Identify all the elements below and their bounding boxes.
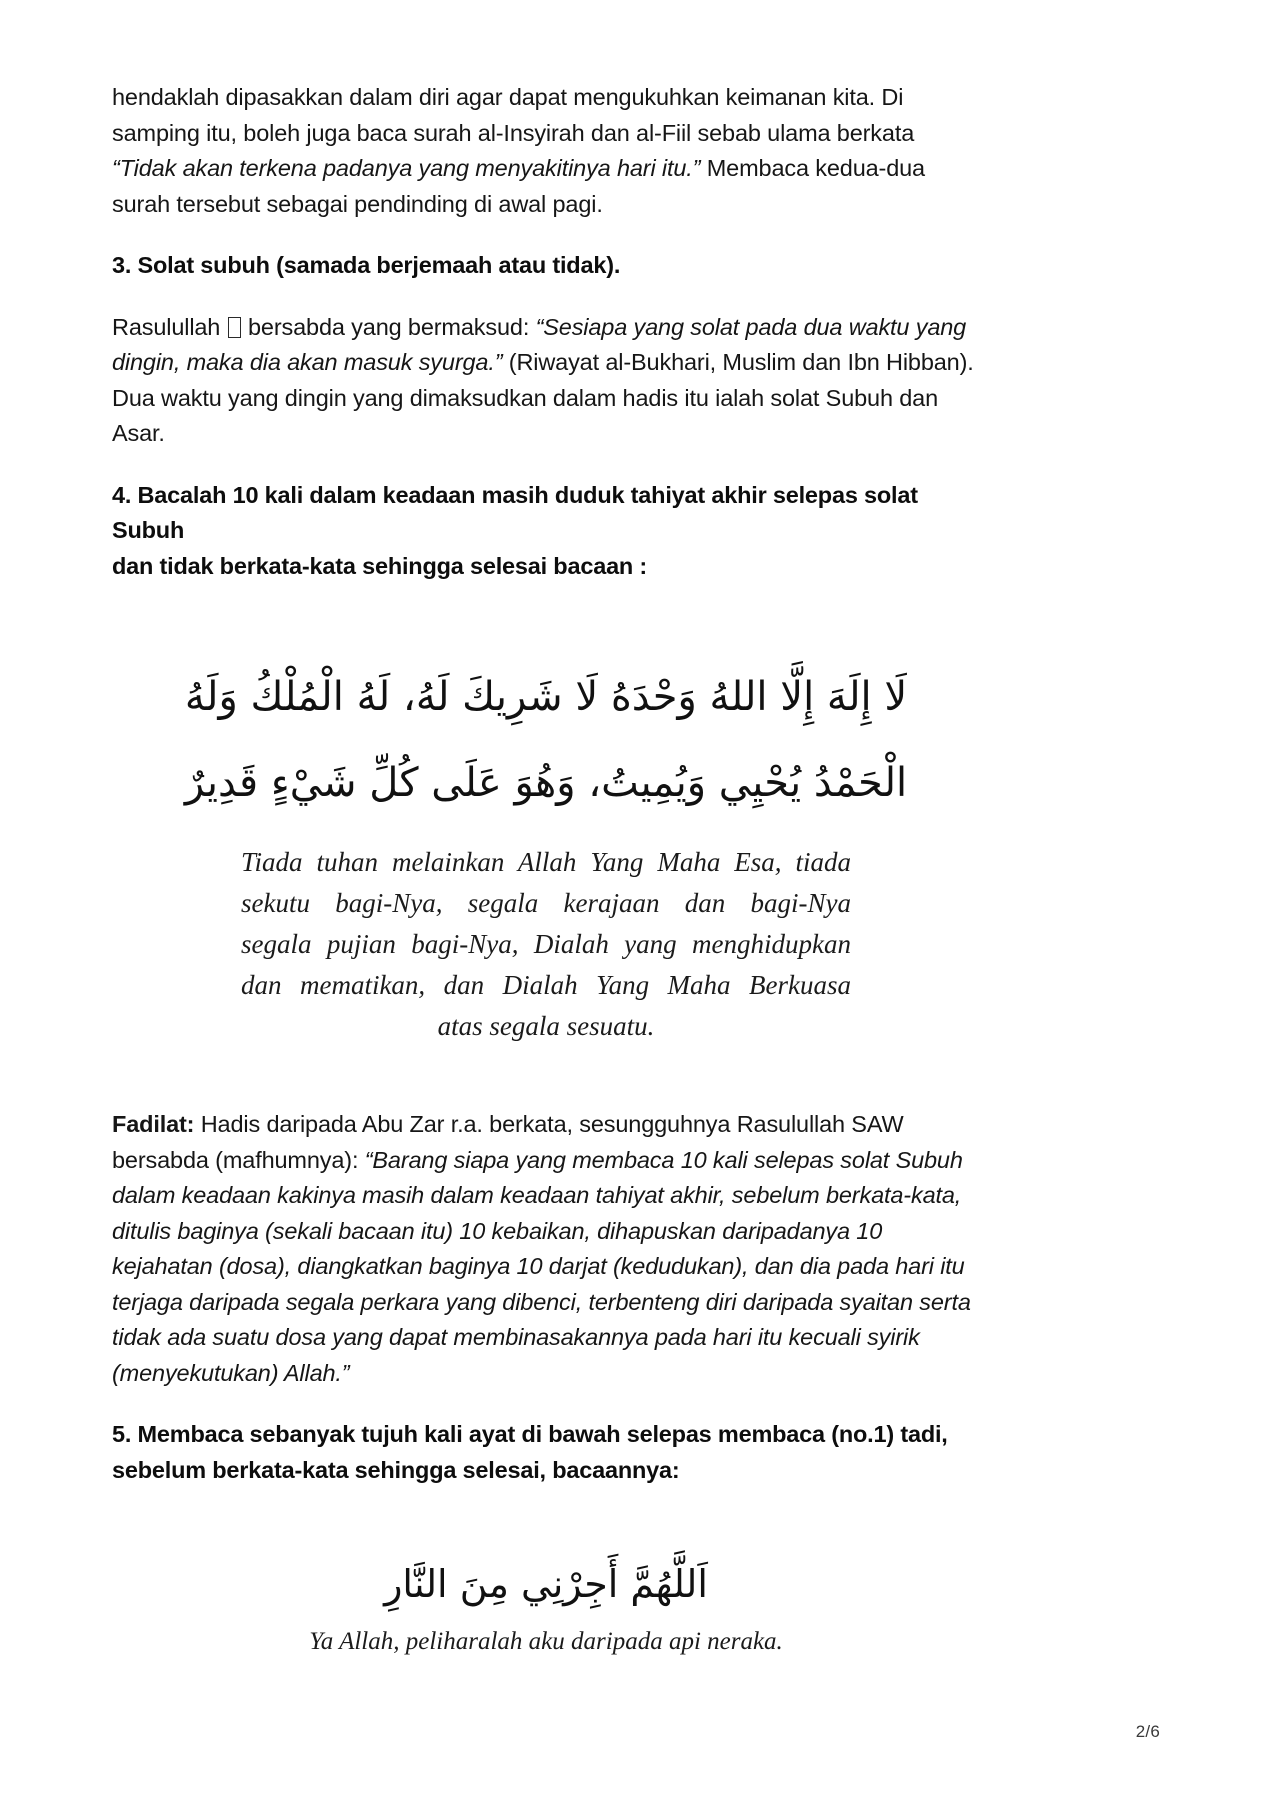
paragraph-hadith-3 [112,310,980,452]
hadith-quote: “Sesiapa yang solat pada dua waktu yang dingin, maka dia akan masuk syurga.” [112,313,967,375]
intro-run-2: Membaca kedua-dua surah tersebut sebagai pendinding di awal pagi. [112,155,925,217]
missing-glyph-icon [228,317,241,338]
spacer [112,610,980,654]
page-number: 2/6 [1135,1722,1160,1741]
fadilat-run-1: Hadis daripada Abu Zar r.a. berkata, sesungguhnya Rasulullah SAW bersabda (mafhumnya): [112,1111,904,1173]
intro-run-1: hendaklah dipasakkan dalam diri agar dapat mengukuhkan keimanan kita. Di samping itu, boleh juga baca surah al-Insyirah dan al-Fiil sebab ulama berkata [112,84,915,146]
paragraph-intro [112,80,980,222]
translation-line-5: atas segala sesuatu. [437,1011,655,1041]
hadith-run-3: (Riwayat al-Bukhari, Muslim dan Ibn Hibban). Dua waktu yang dingin yang dimaksudkan dalam hadis itu ialah solat Subuh dan Asar. [112,349,974,446]
arabic-dhikr-translation [241,842,851,1047]
page-content [112,80,980,1660]
heading-item-4-line-2: dan tidak berkata-kata sehingga selesai bacaan : [112,552,648,579]
hadith-run-2: bersabda yang bermaksud: [241,313,536,340]
translation-line-1: Tiada tuhan melainkan Allah Yang Maha Esa, tiada [241,847,851,877]
heading-item-5-line-2: sebelum berkata-kata sehingga selesai, bacaannya: [112,1456,680,1483]
intro-quote: “Tidak akan terkena padanya yang menyakitinya hari itu.” [112,155,701,181]
arabic-dhikr-line-1: لَا إِلَهَ إِلَّا اللهُ وَحْدَهُ لَا شَرِيكَ لَهُ، لَهُ الْمُلْكُ وَلَهُ [184,674,908,720]
arabic-doa-line-1: اَللَّهُمَّ أَجِرْنِي مِنَ النَّارِ [384,1562,708,1606]
heading-item-4-line-1: 4. Bacalah 10 kali dalam keadaan masih duduk tahiyat akhir selepas solat Subuh [112,481,918,543]
hadith-run-1: Rasulullah [112,313,227,340]
spacer [112,1047,980,1107]
arabic-doa-block [112,1544,980,1660]
spacer [112,826,980,842]
paragraph-fadilat [112,1107,980,1391]
translation-line-3: segala pujian bagi-Nya, Dialah yang menghidupkan [241,929,851,959]
heading-item-4 [112,478,980,585]
heading-item-5 [112,1417,980,1488]
fadilat-label: Fadilat: [112,1111,195,1137]
fadilat-quote: “Barang siapa yang membaca 10 kali selepas solat Subuh dalam keadaan kakinya masih dalam keadaan tahiyat akhir, sebelum berkata-kata, ditulis baginya (sekali bacaan itu) 10 kebaikan, dihapuskan daripadanya 10 kejahatan (dosa), diangkatkan baginya 10 darjat (kedudukan), dan dia pada hari itu terjaga daripada segala perkara yang dibenci, terbenteng diri daripada syaitan serta tidak ada suatu dosa yang dapat membinasakannya pada hari itu kecuali syirik (menyekutukan) Allah.” [112,1146,971,1386]
translation-line-4: dan mematikan, dan Dialah Yang Maha Berkuasa [241,970,851,1000]
heading-item-5-line-1: 5. Membaca sebanyak tujuh kali ayat di bawah selepas membaca (no.1) tadi, [112,1421,948,1447]
translation-line-2: sekutu bagi-Nya, segala kerajaan dan bagi-Nya [241,888,851,918]
heading-item-3: 3. Solat subuh (samada berjemaah atau tidak). [112,252,621,278]
arabic-dhikr-line-2: الْحَمْدُ يُحْيِي وَيُمِيتُ، وَهُوَ عَلَى كُلِّ شَيْءٍ قَدِيرٌ [184,760,908,806]
arabic-doa-translation: Ya Allah, peliharalah aku daripada api neraka. [309,1628,783,1655]
spacer [112,1514,980,1544]
arabic-dhikr-block [112,654,980,1047]
